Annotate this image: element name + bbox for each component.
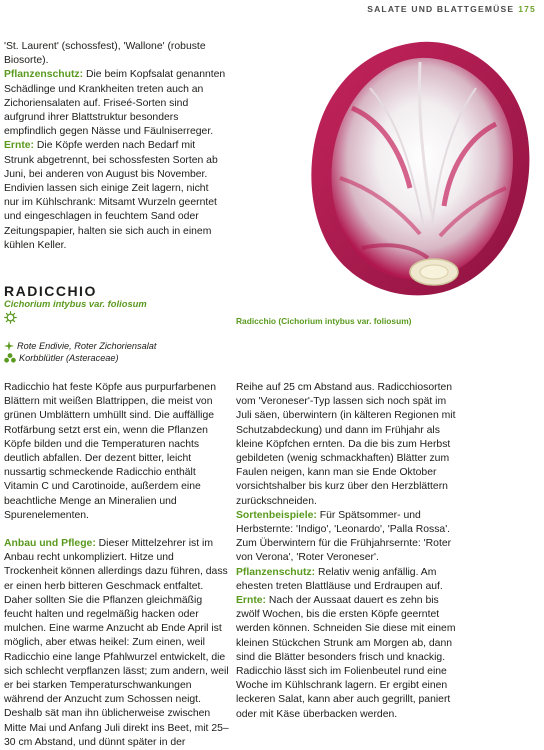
- harvest-paragraph: [4, 139, 226, 253]
- sun-icon: [4, 311, 17, 324]
- varieties-continued: 'St. Laurent' (schossfest), 'Wallone' (robuste Biosorte).: [4, 41, 206, 67]
- harvest-text-2: Nach der Aussaat dauert es zehn bis zwölf Wochen, bis die ersten Köpfe geerntet werden können. Schneiden Sie diese mit einem kleinen Stückchen Strunk am Morgen ab, dann sind die Blätter besonders frisch und knackig. Radicchio lässt sich im Folienbeutel rund eine Woche im Kühlschrank lagern. Er ergibt einen leckeren Salat, kann aber auch gegrillt, paniert oder mit Käse überbacken werden.: [236, 595, 456, 720]
- harvest-label: Ernte:: [4, 140, 35, 152]
- varieties-label: Sortenbeispiele:: [236, 509, 317, 521]
- cultivation-paragraph: [4, 537, 230, 750]
- top-left-column: [4, 40, 226, 253]
- description-paragraph: Radicchio hat feste Köpfe aus purpurfarbenen Blättern mit weißen Blattrippen, die meist von grünen Umblättern umhüllt sind. Die auffällige Rotfärbung setzt erst ein, wenn die Pflanzen Köpfe bilden und die Temperaturen nachts deutlich abfallen. Der dezent bitter, leicht nussartig schmeckende Radicchio enthält Vitamin C und Carotinoide, außerdem eine beachtliche Menge an Mineralien und Spurenelementen.: [4, 382, 216, 521]
- harvest-label-2: Ernte:: [236, 595, 267, 607]
- pests-paragraph-2: [236, 566, 462, 594]
- pests-label: Pflanzenschutz:: [4, 69, 84, 81]
- bottom-left-column: [4, 381, 230, 750]
- varieties-text: Für Spätsommer- und Herbsternte: 'Indigo', 'Leonardo', 'Palla Rossa'. Zum Überwintern für die Frühjahrsernte: 'Roter von Verona', 'Roter Veroneser'.: [236, 509, 452, 564]
- pests-paragraph: [4, 68, 226, 139]
- family-text: Korbblütler (Asteraceae): [19, 353, 119, 363]
- plant-title: RADICCHIO: [4, 283, 97, 299]
- pests-text: Die beim Kopfsalat genannten Schädlinge und Krankheiten treten auch an Zichoriensalaten auf. Friseé-Sorten sind aufgrund ihrer Blattstruktur besonders empfindlich gegen Nässe und Fäulniserreger.: [4, 69, 226, 138]
- cultivation-continued: Reihe auf 25 cm Abstand aus. Radicchiosorten vom 'Veroneser'-Typ lassen sich noch spät im Juli säen, überwintern (in kälteren Regionen mit Schutzabdeckung) und dann im Frühjahr als kleine Köpfchen ernten. Da die bis zum Herbst gebildeten (wenig schmackhaften) Blätter zum Faulen neigen, kann man sie Ende Oktober vorsichtshalber bis kurz über den Herzblättern zurückschneiden.: [236, 382, 456, 507]
- varieties-paragraph: [236, 509, 462, 566]
- leaf-star-icon: [4, 341, 14, 351]
- flower-cluster-icon: [4, 353, 16, 363]
- cultivation-label: Anbau und Pflege:: [4, 538, 96, 550]
- bottom-right-column: [236, 381, 462, 722]
- synonyms-text: Rote Endivie, Roter Zichoriensalat: [17, 341, 157, 351]
- section-title: SALATE UND BLATTGEMÜSE: [367, 4, 515, 14]
- radicchio-illustration: [300, 28, 540, 308]
- pests-label-2: Pflanzenschutz:: [236, 566, 316, 578]
- running-header: [367, 4, 536, 14]
- family-row: [4, 353, 119, 363]
- harvest-text: Die Köpfe werden nach Bedarf mit Strunk abgetrennt, bei schossfesten Sorten ab Juni, bei anderen von August bis November. Endivien lassen sich einige Zeit lagern, nicht nur im Kühlschrank: Mitsamt Wurzeln geerntet und eingeschlagen in feuchtem Sand oder Zeitungspapier, halten sie sich auch in einem kühlen Keller.: [4, 140, 218, 251]
- pests-text-2: Relativ wenig anfällig. Am ehesten treten Blattläuse und Erdraupen auf.: [236, 566, 443, 592]
- plant-latin-name: Cichorium intybus var. foliosum: [4, 298, 147, 309]
- page-number: 175: [518, 4, 536, 14]
- harvest-paragraph-2: [236, 594, 462, 722]
- illustration-caption: Radicchio (Cichorium intybus var. foliosum): [236, 316, 412, 326]
- cultivation-text: Dieser Mittelzehrer ist im Anbau recht unkompliziert. Hitze und Trockenheit können allerdings dazu führen, dass er einen herb bitteren Geschmack entfaltet. Daher sollten Sie die Pflanzen gleichmäßig feucht halten und regelmäßig hacken oder mulchen. Eine warme Anzucht ab Ende April ist möglich, aber etwas heikel: Zum einen, weil Radicchio eine lange Pfahlwurzel entwickelt, die sich schlecht verpflanzen lässt; zum andern, weil er bei starken Temperaturschwankungen während der Anzucht zum Schossen neigt. Deshalb sät man ihn üblicherweise zwischen Mitte Mai und Anfang Juli direkt ins Beet, mit 25–30 cm Abstand, und dünnt später in der: [4, 538, 229, 748]
- synonyms-row: [4, 341, 156, 351]
